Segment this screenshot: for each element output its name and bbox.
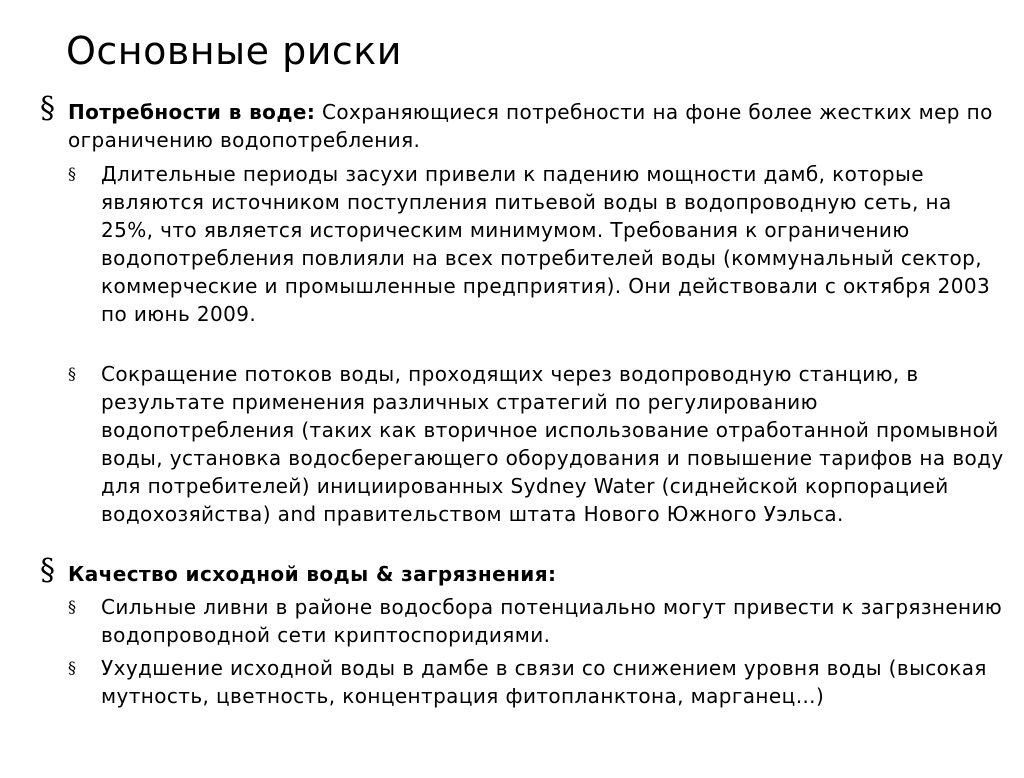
section-bullet-icon: § bbox=[40, 553, 55, 588]
bullet-source-water-quality bbox=[40, 553, 1000, 588]
sub-bullet-flow-reduction bbox=[66, 360, 1006, 528]
section-bullet-icon: § bbox=[40, 91, 55, 126]
bullet-water-demand bbox=[40, 91, 1000, 154]
sub-bullet-water-degradation bbox=[66, 654, 1006, 710]
sub-bullet-drought bbox=[66, 160, 1006, 328]
slide-title: Основные риски bbox=[66, 29, 402, 73]
bullet-heading: Потребности в воде: bbox=[68, 100, 316, 124]
sub-bullet-heavy-rain bbox=[66, 593, 1006, 649]
sub-bullet-icon: § bbox=[68, 164, 76, 183]
bullet-text bbox=[68, 560, 1000, 588]
bullet-description: Сохраняющиеся потребности на фоне более жестких мер по ограничению водопотребления. bbox=[68, 100, 993, 152]
sub-bullet-text: Длительные периоды засухи привели к падению мощности дамб, которые являются источником поступления питьевой воды в водопроводную сеть, на 25%, что является историческим минимумом. Требования к ограничению водопотребления повлияли на всех потребителей воды (коммунальный сектор, коммерческие и промышленные предприятия). Они действовали с октября 2003 по июнь 2009. bbox=[101, 162, 991, 326]
bullet-heading: Качество исходной воды & загрязнения: bbox=[68, 562, 557, 586]
sub-bullet-text: Сокращение потоков воды, проходящих через водопроводную станцию, в результате применения различных стратегий по регулированию водопотребления (таких как вторичное использование отработанной промывной воды, установка водосберегающего оборудования и повышение тарифов на воду для потребителей) инициированных Sydney Water (сиднейской корпорацией водохозяйства) and правительством штата Нового Южного Уэльса. bbox=[101, 362, 1004, 526]
sub-bullet-icon: § bbox=[68, 658, 76, 677]
sub-bullet-text: Ухудшение исходной воды в дамбе в связи со снижением уровня воды (высокая мутность, цветность, концентрация фитопланктона, марганец…) bbox=[101, 656, 987, 708]
sub-bullet-text: Сильные ливни в районе водосбора потенциально могут привести к загрязнению водопроводной сети криптоспоридиями. bbox=[101, 595, 1003, 647]
sub-bullet-icon: § bbox=[68, 364, 76, 383]
sub-bullet-icon: § bbox=[68, 597, 76, 616]
bullet-text bbox=[68, 98, 1000, 154]
